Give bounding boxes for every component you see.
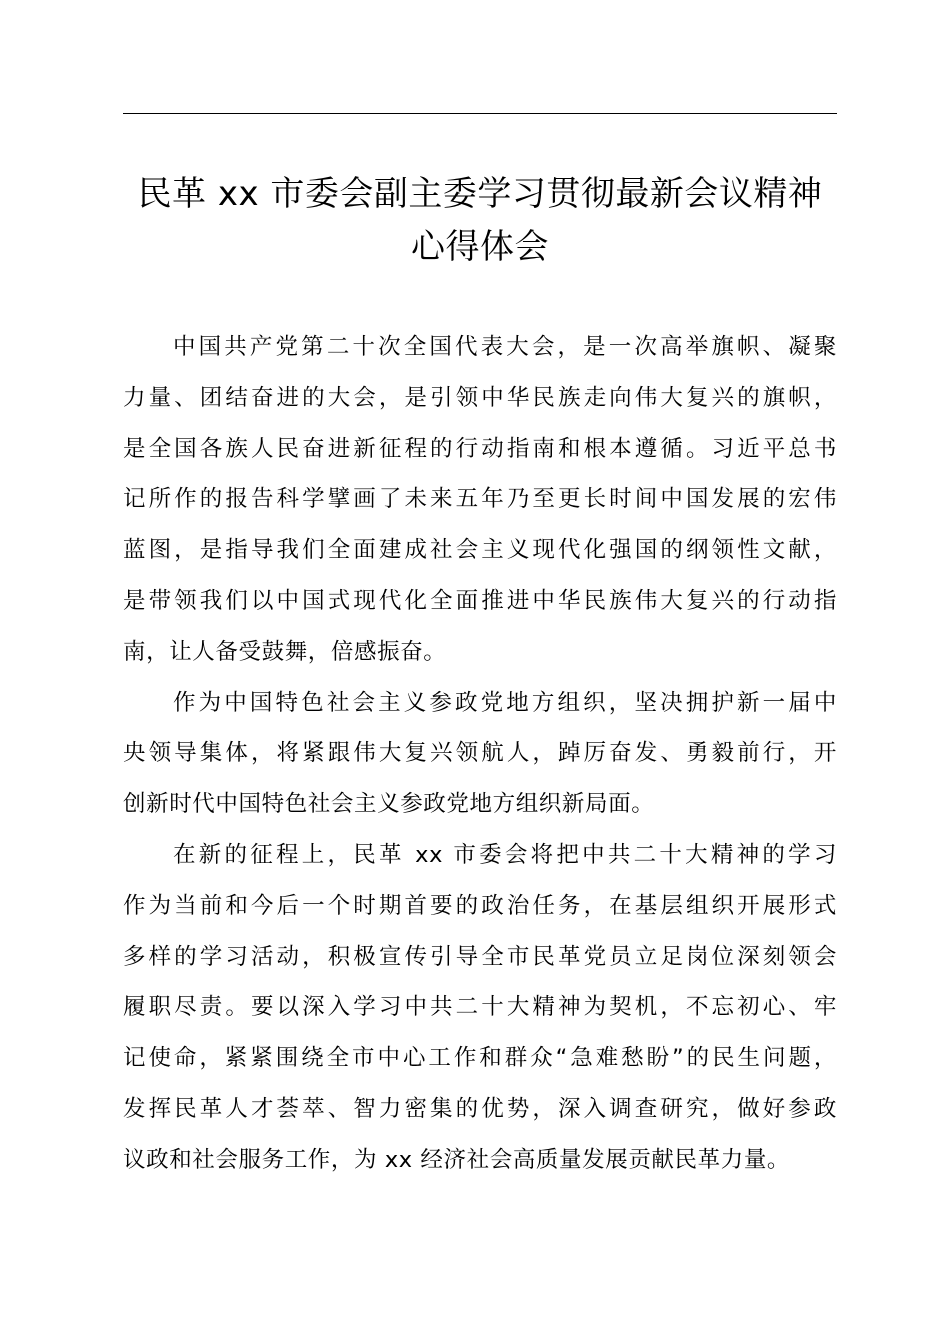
paragraph-line: 发挥民革人才荟萃、智力密集的优势，深入调查研究，做好参政: [123, 1095, 837, 1122]
paragraph-2: [123, 678, 837, 830]
paragraph-line: 议政和社会服务工作，为 xx 经济社会高质量发展贡献民革力量。: [123, 1146, 791, 1173]
header-rule: [123, 113, 837, 114]
paragraph-line: 履职尽责。要以深入学习中共二十大精神为契机，不忘初心、牢: [123, 994, 837, 1021]
paragraph-line: 记使命，紧紧围绕全市中心工作和群众“急难愁盼”的民生问题，: [123, 1045, 837, 1072]
paragraph-line: 多样的学习活动，积极宣传引导全市民革党员立足岗位深刻领会: [123, 943, 837, 970]
paragraph-line: 是全国各族人民奋进新征程的行动指南和根本遵循。习近平总书: [123, 435, 837, 462]
paragraph-3: [123, 830, 837, 1186]
document-body: [123, 322, 837, 1186]
paragraph-line: 央领导集体，将紧跟伟大复兴领航人，踔厉奋发、勇毅前行，开: [123, 740, 837, 767]
title-line-1: 民革 xx 市委会副主委学习贯彻最新会议精神: [137, 174, 823, 214]
paragraph-line: 在新的征程上，民革 xx 市委会将把中共二十大精神的学习: [173, 841, 837, 868]
title-line-2: 心得体会: [411, 227, 549, 267]
paragraph-line: 记所作的报告科学擘画了未来五年乃至更长时间中国发展的宏伟: [123, 486, 837, 513]
paragraph-line: 作为中国特色社会主义参政党地方组织，坚决拥护新一届中: [173, 689, 837, 716]
paragraph-line: 是带领我们以中国式现代化全面推进中华民族伟大复兴的行动指: [123, 587, 837, 614]
paragraph-line: 蓝图，是指导我们全面建成社会主义现代化强国的纲领性文献，: [123, 537, 837, 564]
paragraph-line: 创新时代中国特色社会主义参政党地方组织新局面。: [123, 791, 655, 818]
document-title: [123, 168, 837, 274]
paragraph-line: 作为当前和今后一个时期首要的政治任务，在基层组织开展形式: [123, 892, 837, 919]
paragraph-line: 力量、团结奋进的大会，是引领中华民族走向伟大复兴的旗帜，: [123, 384, 837, 411]
paragraph-line: 南，让人备受鼓舞，倍感振奋。: [123, 638, 447, 665]
paragraph-line: 中国共产党第二十次全国代表大会，是一次高举旗帜、凝聚: [173, 334, 837, 360]
paragraph-1: [123, 322, 837, 678]
